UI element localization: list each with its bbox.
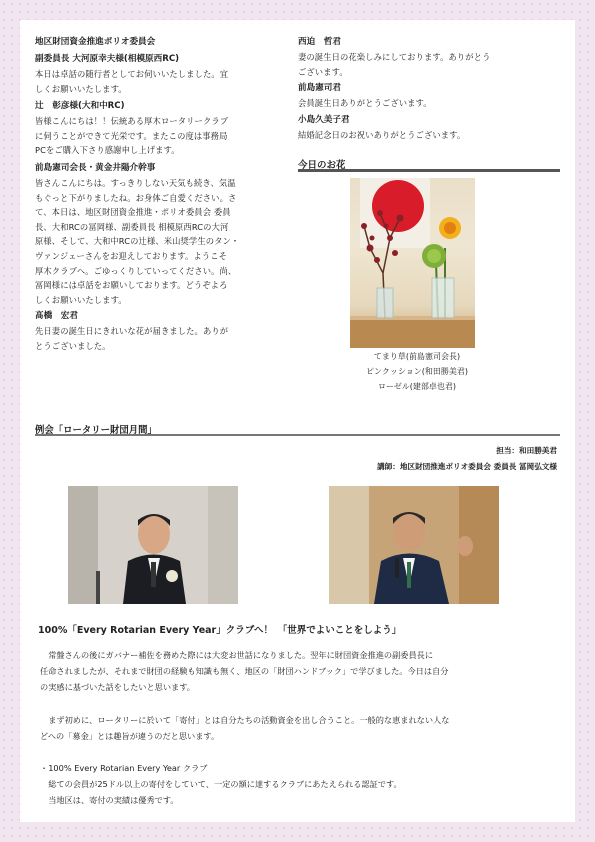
speaker4-name: 髙橋 宏君 — [35, 311, 78, 322]
speaker-right-illustration — [329, 486, 499, 604]
committee-heading: 地区財団資金推進ポリオ委員会 — [35, 37, 156, 47]
flower-caption-1: てまり草(前島憲司会長) — [373, 352, 461, 361]
speaker2-text: 皆様こんにちは！！伝統ある厚木ロータリークラブ に伺うことができて光栄です。またこの度は事務局 PCをご購入下さり感謝申し上げます。 — [35, 116, 229, 156]
p2-text: 会員誕生日ありがとうございます。 — [298, 98, 432, 109]
article-bullet: ・100% Every Rotarian Every Year クラブ — [40, 763, 208, 773]
meeting-lecturer: 講師：地区財団推進ポリオ委員会 委員長 冨岡弘文様 — [377, 462, 557, 471]
flower-caption-3: ローゼル(建部卓也君) — [377, 382, 457, 391]
meeting-host: 担当：和田勝美君 — [496, 446, 557, 455]
article-headline: 100%「Every Rotarian Every Year」クラブへ！ 「世界でよいことをしよう」 — [38, 625, 402, 636]
article-para2: まず初めに、ロータリーに於いて「寄付」とは自分たちの活動資金を出し合うこと。一般的な恵まれない人な どへの「募金」とは趣旨が違うのだと思います。 — [40, 715, 450, 741]
speaker-photo-left — [68, 486, 238, 604]
speaker3-name: 前島憲司会長・黄金井陽介幹事 — [35, 162, 156, 173]
flower-heading: 今日のお花 — [298, 160, 346, 171]
flower-illustration — [350, 178, 475, 348]
flower-section-header — [298, 153, 560, 172]
flower-caption-2: ピンクッション(和田勝美君) — [366, 367, 468, 376]
meeting-title: 例会「ロータリー財団月間」 — [35, 425, 157, 436]
left-column — [35, 35, 290, 354]
p1-text: 妻の誕生日の花楽しみにしております。ありがとう ございます。 — [298, 52, 491, 77]
flower-photo — [350, 178, 475, 348]
speaker4-text: 先日妻の誕生日にきれいな花が届きました。ありが とうございました。 — [35, 326, 229, 351]
article-para1: 常盤さんの後にガバナー補佐を務めた際には大変お世話になりました。翌年に財団資金推進の副委員長に 任命されましたが、それまで財団の経験も知識も無く、地区の「財団ハンドブック」で学びました。今日は自分 の実感に基づいた話をしたいと思います。 — [40, 650, 449, 692]
speaker3-text: 皆さんこんにちは。すっきりしない天気も続き、気温 もぐっと下がりましたね。お身体ご自愛ください。さ て、本日は、地区財団資金推進・ポリオ委員会 委員 長、大和RCの冨岡様、副委員長 相模原西RCの大河 原様、そして、大和中RCの辻様、米山奨学生のタン・ ヴァンジェーさんをお迎えしております。ようこそ 厚木クラブへ。ごゆっくりしていってください。尚、 冨岡様には卓話をお願いしております。どうぞよろ しくお願いいたします。 — [35, 177, 240, 305]
meeting-divider — [35, 434, 560, 436]
right-column — [298, 35, 560, 142]
speaker-photo-right — [329, 486, 499, 604]
p1-name: 西迫 哲君 — [298, 37, 341, 47]
article-para3: 総ての会員が25ドル以上の寄付をしていて、一定の額に達するクラブにあたえられる認証です。 当地区は、寄付の実績は優秀です。 — [40, 779, 402, 805]
newsletter-page — [20, 20, 575, 822]
speaker-left-illustration — [68, 486, 238, 604]
speaker2-name: 辻 彰彦様(大和中RC) — [35, 101, 125, 112]
p3-text: 結婚記念日のお祝いありがとうございます。 — [298, 129, 466, 140]
p2-name: 前島憲司君 — [298, 83, 341, 94]
article-headline-wrap — [38, 618, 401, 637]
p3-name: 小島久美子君 — [298, 114, 350, 125]
speaker1-text: 本日は卓話の随行者としてお伺いいたしました。宜 しくお願いいたします。 — [35, 69, 229, 94]
speaker1-name: 副委員長 大河原幸夫様(相模原西RC) — [35, 54, 180, 64]
